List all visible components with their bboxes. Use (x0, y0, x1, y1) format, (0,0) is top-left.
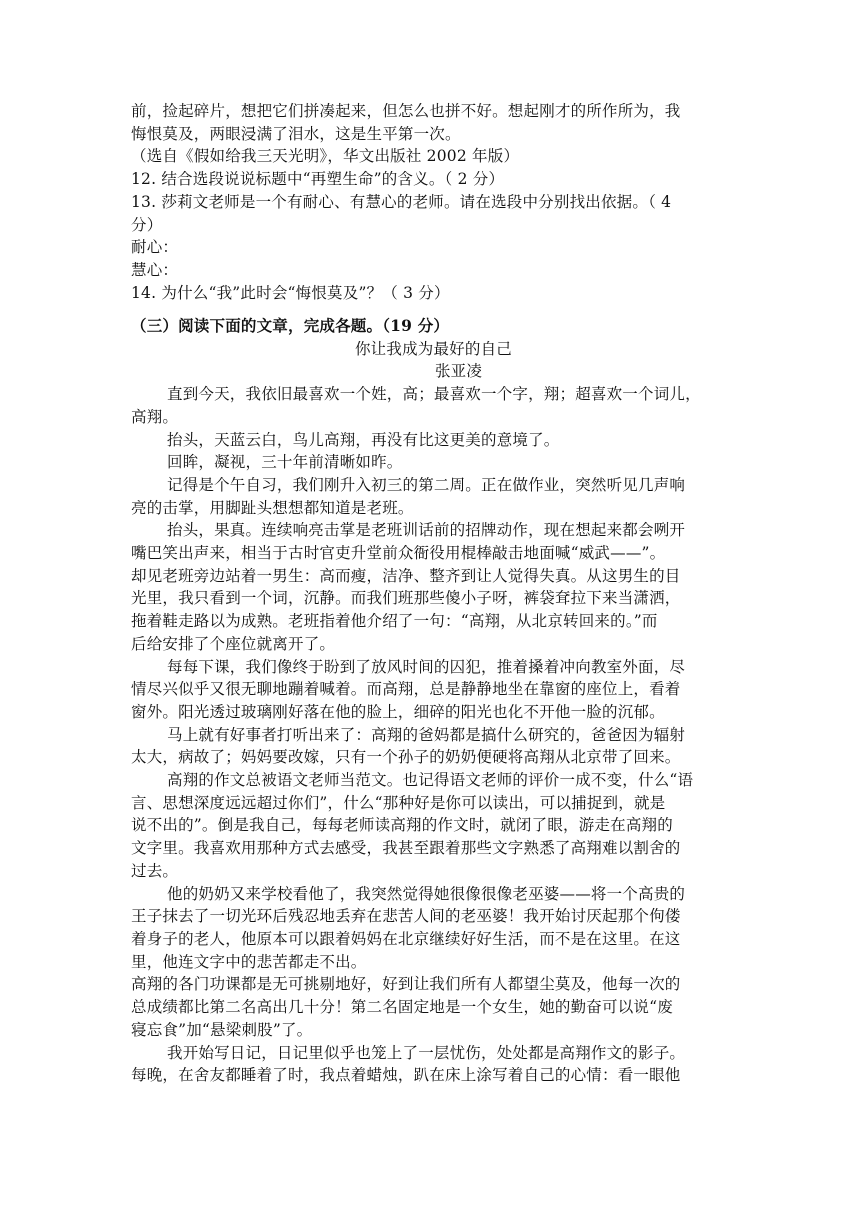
paragraph-line: 高翔的各门功课都是无可挑剔地好，好到让我们所有人都望尘莫及，他每一次的 (131, 975, 681, 994)
paragraph-line: 里，他连文字中的悲苦都走不出。 (131, 952, 367, 971)
paragraph-line: 嘴巴笑出声来，相当于古时官吏升堂前众衙役用棍棒敲击地面喊“威武——”。 (131, 544, 666, 563)
question-list (131, 168, 736, 304)
question-line: 分） (131, 215, 163, 234)
paragraph-line: 抬头，天蓝云白，鸟儿高翔，再没有比这更美的意境了。 (167, 430, 560, 449)
paragraph-line: 后给安排了个座位就离开了。 (131, 634, 336, 653)
excerpt-end (131, 100, 736, 145)
paragraph-line: 王子抹去了一切光环后残忍地丢弃在悲苦人间的老巫婆！我开始讨厌起那个佝偻 (131, 907, 681, 926)
paragraph-line: 高翔的作文总被语文老师当范文。也记得语文老师的评价一成不变，什么“语 (167, 771, 694, 790)
paragraph-line: 窗外。阳光透过玻璃刚好落在他的脸上，细碎的阳光也化不开他一脸的沉郁。 (131, 702, 665, 721)
paragraph-line: 亮的击掌，用脚趾头想想都知道是老班。 (131, 498, 414, 517)
paragraph-line: 每每下课，我们像终于盼到了放风时间的囚犯，推着搡着冲向教室外面，尽 (167, 657, 686, 676)
question-line: 14. 为什么“我”此时会“悔恨莫及”？（ 3 分） (131, 283, 450, 302)
paragraph-line: 抬头，果真。连续响亮击掌是老班训话前的招牌动作，现在想起来都会咧开 (167, 521, 686, 540)
excerpt-line: 悔恨莫及，两眼浸满了泪水，这是生平第一次。 (131, 124, 461, 143)
paragraph-line: 却见老班旁边站着一男生：高而瘦，洁净、整齐到让人觉得失真。从这男生的目 (131, 566, 681, 585)
paragraph-line: 过去。 (131, 861, 179, 880)
paragraph-line: 直到今天，我依旧最喜欢一个姓，高；最喜欢一个字，翔；超喜欢一个词儿， (167, 385, 701, 404)
paragraph-line: 记得是个午自习，我们刚升入初三的第二周。正在做作业，突然听见几声响 (167, 475, 686, 494)
paragraph-line: 每晚，在舍友都睡着了时，我点着蜡烛，趴在床上涂写着自己的心情：看一眼他 (131, 1066, 681, 1085)
paragraph-line: 情尽兴似乎又很无聊地蹦着喊着。而高翔，总是静静地坐在靠窗的座位上，看着 (131, 680, 681, 699)
article-body (131, 383, 736, 1087)
paragraph-line: 马上就有好事者打听出来了：高翔的爸妈都是搞什么研究的，爸爸因为辐射 (167, 725, 686, 744)
paragraph-line: 拖着鞋走路以为成熟。老班指着他介绍了一句：“高翔，从北京转回来的。”而 (131, 612, 658, 631)
paragraph-line: 说不出的”。倒是我自己，每每老师读高翔的作文时，就闭了眼，游走在高翔的 (131, 816, 673, 835)
question-line: 12. 结合选段说说标题中“再塑生命”的含义。（ 2 分） (131, 170, 505, 189)
paragraph-line: 寝忘食”加“悬梁刺股”了。 (131, 1020, 313, 1039)
document-page (131, 100, 736, 1087)
paragraph-line: 太大，病故了；妈妈要改嫁，只有一个孙子的奶奶便硬将高翔从北京带了回来。 (131, 748, 681, 767)
paragraph-line: 高翔。 (131, 407, 179, 426)
section-heading: （三）阅读下面的文章，完成各题。（19 分） (131, 316, 450, 336)
paragraph-line: 回眸，凝视，三十年前清晰如昨。 (167, 453, 403, 472)
paragraph-line: 他的奶奶又来学校看他了，我突然觉得她很像很像老巫婆——将一个高贵的 (167, 884, 686, 903)
excerpt-line: 前，捡起碎片，想把它们拼凑起来，但怎么也拼不好。想起刚才的所作所为，我 (131, 102, 681, 120)
article-author: 张亚凌 (434, 362, 483, 381)
paragraph-line: 总成绩都比第二名高出几十分！第二名固定地是一个女生，她的勤奋可以说“废 (131, 998, 673, 1017)
paragraph-line: 光里，我只看到一个词，沉静。而我们班那些傻小子呀，裤袋耷拉下来当潇洒， (131, 589, 681, 608)
paragraph-line: 言、思想深度远远超过你们”，什么“那种好是你可以读出，可以捕捉到，就是 (131, 793, 666, 812)
question-line: 耐心： (131, 238, 179, 257)
article-title: 你让我成为最好的自己 (354, 339, 512, 358)
source-citation: （选自《假如给我三天光明》，华文出版社 2002 年版） (131, 147, 520, 166)
paragraph-line: 着身子的老人，他原本可以跟着妈妈在北京继续好好生活，而不是在这里。在这 (131, 930, 681, 948)
paragraph-line: 文字里。我喜欢用那种方式去感受，我甚至跟着那些文字熟悉了高翔难以割舍的 (131, 839, 681, 858)
question-line: 13. 莎莉文老师是一个有耐心、有慧心的老师。请在选段中分别找出依据。（ 4 (131, 192, 672, 211)
paragraph-line: 我开始写日记，日记里似乎也笼上了一层忧伤，处处都是高翔作文的影子。 (167, 1043, 686, 1062)
question-line: 慧心： (131, 260, 179, 279)
